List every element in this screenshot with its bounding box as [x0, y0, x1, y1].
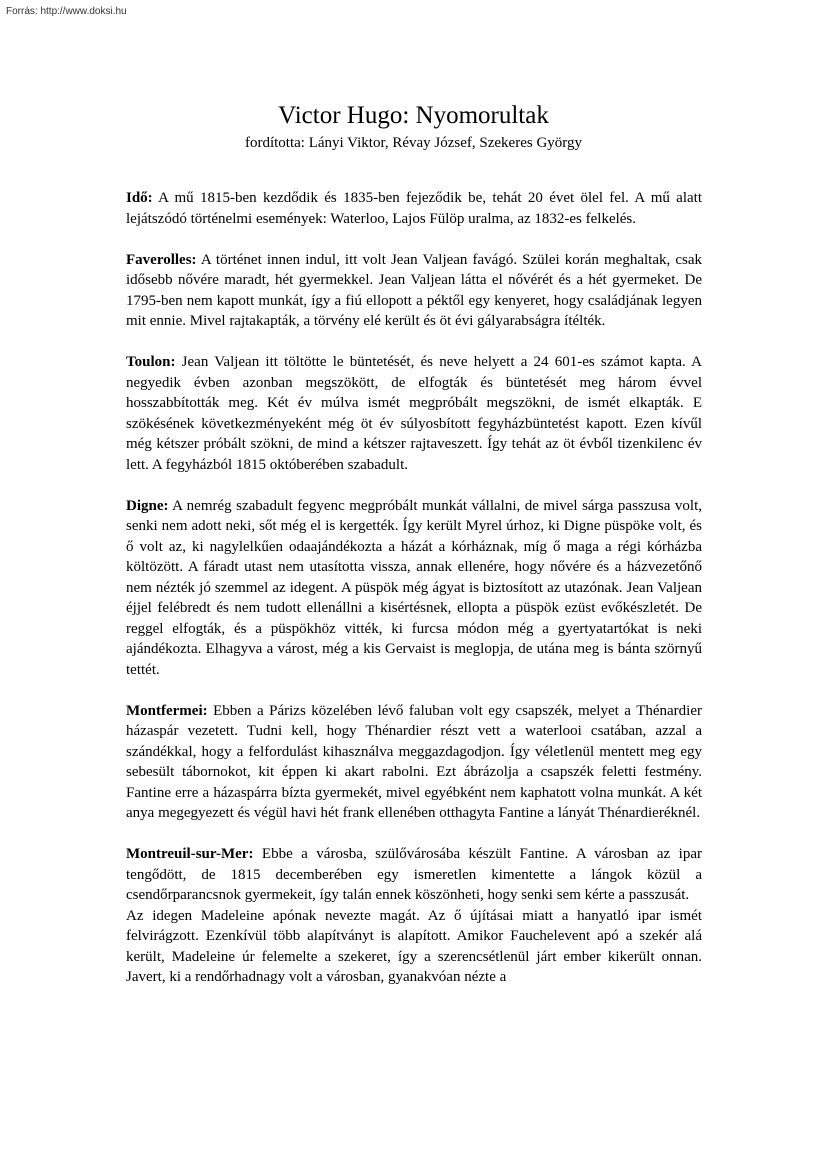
section-heading: Idő: [126, 190, 153, 206]
section-heading: Montfermei: [126, 702, 208, 719]
paragraph-text: Ebbe a városba, szülővárosába készült Fantine. A városban az ipar tengődött, de 1815 decemberében egy ismeretlen kimentette a lángok közül a csendőrparancsnok gyermekeit, így talán ennek köszönheti, hogy senki sem kérte a passzusát. [126, 846, 702, 903]
source-label: Forrás: http://www.doksi.hu [6, 6, 127, 17]
paragraph-faverolles [126, 250, 702, 332]
paragraph-text: Jean Valjean itt töltötte le büntetését, és neve helyett a 24 601-es számot kapta. A negyedik évben azonban megszökött, de elfogták és büntetését meg három évvel hosszabbították meg. Két év múlva ismét megpróbált megszökni, de ismét elkapták. E szökésének következményeként még öt év súlyosbított fegyházbüntetést kapott. Ezen kívűl még kétszer próbált szökni, de mind a kétszer rajtaveszett. Így tehát az öt évből tizenkilenc év lett. A fegyházból 1815 októberében szabadult. [126, 354, 702, 473]
paragraph-digne [126, 496, 702, 681]
paragraph-text: A mű 1815-ben kezdődik és 1835-ben fejeződik be, tehát 20 évet ölel fel. A mű alatt lejátszódó történelmi események: Waterloo, Lajos Fülöp uralma, az 1832-es felkelés. [126, 190, 702, 227]
document-body [126, 188, 702, 988]
section-heading: Montreuil-sur-Mer: [126, 846, 254, 862]
document-title: Victor Hugo: Nyomorultak [278, 102, 549, 129]
section-heading: Faverolles: [126, 251, 197, 268]
paragraph-text: Ebben a Párizs közelében lévő faluban volt egy csapszék, melyet a Thénardier házaspár vezetett. Tudni kell, hogy Thénardier részt vett a waterlooi csatában, azzal a szándékkal, hogy a felfordulást kihasználva meggazdagodjon. Így véletlenül mentett meg egy sebesült tábornokot, kit éppen ki akart rabolni. Ezt ábrázolja a csapszék feletti festmény. Fantine erre a házaspárra bízta gyermekét, mivel egyébként nem kaphatott volna munkát. A két anya megegyezett és végül havi hét frank ellenében otthagyta Fantine a lányát Thénardieréknél. [126, 702, 702, 821]
paragraph-text: A történet innen indul, itt volt Jean Valjean favágó. Szülei korán meghaltak, csak idősebb nővére maradt, hét gyermekkel. Jean Valjean látta el nővérét és a hét gyermeket. De 1795-ben nem kapott munkát, így a fiú ellopott a péktől egy kenyeret, hogy családjának legyen mit ennie. Mivel rajtakapták, a törvény elé került és öt évi gályarabságra ítélték. [126, 251, 702, 329]
paragraph-ido [126, 188, 702, 229]
document-subtitle: fordította: Lányi Viktor, Révay József, Szekeres György [244, 135, 583, 151]
paragraph-montreuil [126, 844, 702, 906]
paragraph-montfermei [126, 701, 702, 824]
paragraph-montreuil-continuation: Az idegen Madeleine apónak nevezte magát. Az ő újításai miatt a hanyatló ipar ismét felvirágzott. Ezenkívül több alapítványt is alapított. Amikor Fauchelevent apó a szekér alá került, Madeleine úr felemelte a szekeret, így a szerencsétlenül járt ember kikerült onnan. Javert, ki a rendőrhadnagy volt a városban, gyanakvóan nézte a [126, 907, 702, 985]
section-heading: Toulon: [126, 354, 176, 370]
section-heading: Digne: [126, 497, 169, 514]
paragraph-text: A nemrég szabadult fegyenc megpróbált munkát vállalni, de mivel sárga passzusa volt, senki nem adott neki, sőt még el is kergették. Így került Myrel úrhoz, ki Digne püspöke volt, és ő volt az, ki nagylelkűen odaajándékozta a házát a kórháznak, míg ő maga a régi kórházba költözött. A fáradt utast nem utasította vissza, annak ellenére, hogy nővére és a házvezetőnő nem nézték jó szemmel az idegent. A püspök még ágyat is biztosított az utazónak. Jean Valjean éjjel felébredt és nem tudott ellenállni a kisértésnek, ellopta a püspök ezüst evőkészletét. De reggel elfogták, és a püspökhöz vitték, ki furcsa módon még a gyertyatartókat is neki ajándékozta. Elhagyva a várost, még a kis Gervaist is meglopja, de utána meg is bánta szörnyű tettét. [126, 497, 702, 678]
paragraph-toulon [126, 352, 702, 475]
